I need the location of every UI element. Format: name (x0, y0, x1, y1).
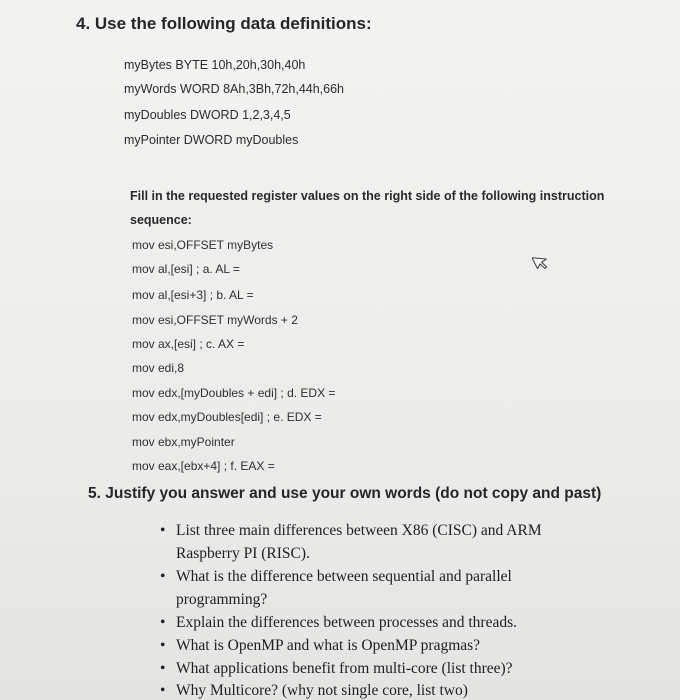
code-line: mov edx,myDoubles[edi] ; e. EDX = (132, 410, 322, 424)
bullet-icon: • (160, 682, 166, 699)
code-line: mov esi,OFFSET myBytes (132, 238, 274, 252)
question-4-heading: 4. Use the following data definitions: (76, 14, 372, 33)
bullet-icon: • (160, 568, 166, 585)
code-line: mov edx,[myDoubles + edi] ; d. EDX = (132, 386, 336, 400)
instruction-text-line-1: Fill in the requested register values on the right side of the following instruction (130, 189, 605, 203)
list-item: What applications benefit from multi-core (list three)? (176, 660, 513, 677)
code-line: mov eax,[ebx+4] ; f. EAX = (132, 459, 275, 473)
code-line: mov al,[esi] ; a. AL = (132, 262, 240, 276)
bullet-icon: • (160, 637, 166, 654)
list-item-continuation: programming? (176, 591, 268, 608)
question-5-heading: 5. Justify you answer and use your own words (do not copy and past) (88, 485, 602, 502)
bullet-icon: • (160, 660, 166, 677)
list-item-continuation: Raspberry PI (RISC). (176, 545, 310, 562)
bullet-icon: • (160, 522, 166, 539)
code-line: mov ebx,myPointer (132, 435, 235, 449)
code-line: mov ax,[esi] ; c. AX = (132, 337, 245, 351)
data-definition-mybytes: myBytes BYTE 10h,20h,30h,40h (124, 58, 306, 72)
code-line: mov edi,8 (132, 361, 185, 375)
mouse-pointer-icon (532, 253, 550, 271)
list-item: Why Multicore? (why not single core, list two) (176, 682, 468, 699)
list-item: List three main differences between X86 (CISC) and ARM (176, 522, 542, 539)
code-line: mov al,[esi+3] ; b. AL = (132, 288, 254, 302)
list-item: What is the difference between sequential and parallel (176, 568, 512, 585)
data-definition-mywords: myWords WORD 8Ah,3Bh,72h,44h,66h (124, 82, 345, 96)
code-line: mov esi,OFFSET myWords + 2 (132, 313, 298, 327)
list-item: Explain the differences between processes and threads. (176, 614, 518, 631)
list-item: What is OpenMP and what is OpenMP pragmas? (176, 637, 481, 654)
data-definition-mypointer: myPointer DWORD myDoubles (124, 133, 299, 147)
bullet-icon: • (160, 614, 166, 631)
data-definition-mydoubles: myDoubles DWORD 1,2,3,4,5 (124, 108, 291, 122)
instruction-text-line-2: sequence: (130, 213, 192, 227)
